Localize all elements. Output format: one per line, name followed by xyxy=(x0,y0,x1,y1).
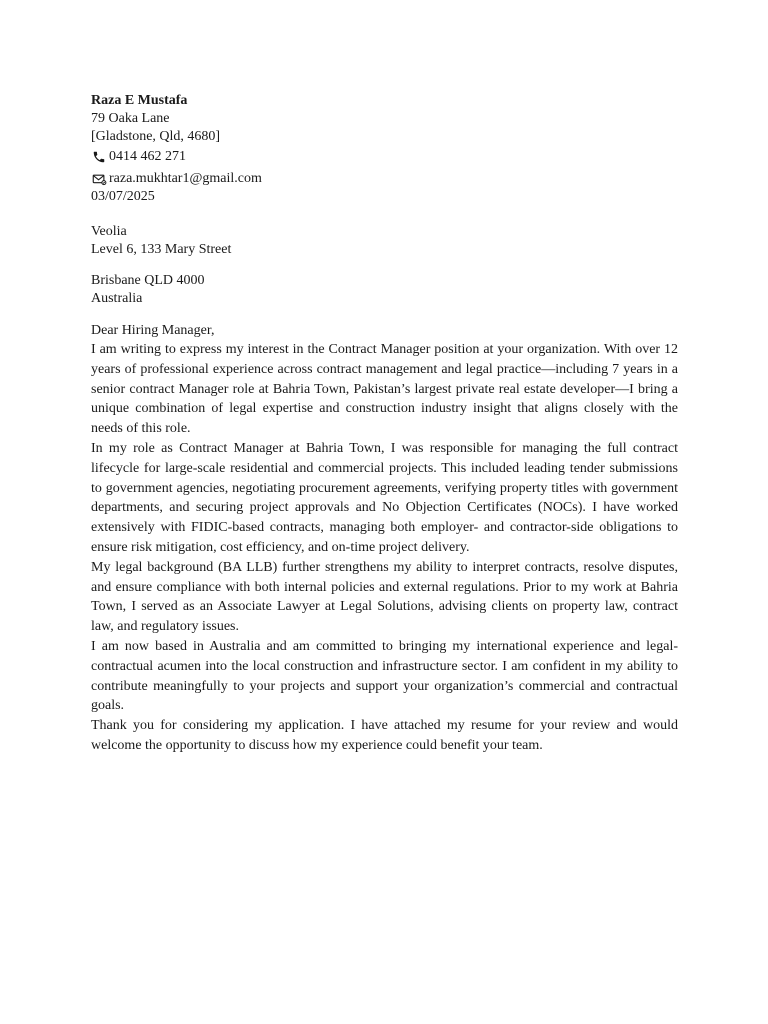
sender-city: [Gladstone, Qld, 4680] xyxy=(91,129,221,144)
body-paragraph-closing: Thank you for considering my application. I have attached my resume for your review and would welcome the opportunity to discuss how my experience could benefit your team. xyxy=(91,718,678,753)
sender-email: raza.mukhtar1@gmail.com xyxy=(109,171,262,186)
recipient-country: Australia xyxy=(91,291,143,306)
salutation: Dear Hiring Manager, xyxy=(91,323,215,338)
body-paragraph-legal-background: My legal background (BA LLB) further strengthens my ability to interpret contracts, resolve disputes, and ensure compliance with both internal policies and external regulations. Prior to my work at Bahria Town, I served as an Associate Lawyer at Legal Solutions, advising clients on property law, contract law, and regulatory issues. xyxy=(91,559,678,635)
recipient-street: Level 6, 133 Mary Street xyxy=(91,242,232,257)
sender-phone: 0414 462 271 xyxy=(109,149,186,164)
recipient-company: Veolia xyxy=(91,224,127,239)
phone-icon xyxy=(91,149,107,165)
recipient-block xyxy=(91,223,678,308)
recipient-address-continued xyxy=(91,272,678,308)
body-paragraph-australia: I am now based in Australia and am committed to bringing my international experience and legal-contractual acumen into the local construction and infrastructure sector. I am confident in my ability to contribute meaningfully to your projects and support your organization’s commercial and contractual goals. xyxy=(91,638,678,714)
letter-date: 03/07/2025 xyxy=(91,189,155,204)
sender-phone-row xyxy=(91,148,678,166)
sender-name: Raza E Mustafa xyxy=(91,93,188,108)
sender-block xyxy=(91,92,678,206)
body-paragraph-intro: I am writing to express my interest in the Contract Manager position at your organization. With over 12 years of professional experience across contract management and legal practice—including 7 years in a senior contract Manager role at Bahria Town, Pakistan’s largest private real estate developer—I bring a unique combination of legal expertise and construction industry insight that aligns closely with the needs of this role. xyxy=(91,342,678,437)
sender-street: 79 Oaka Lane xyxy=(91,111,170,126)
cover-letter xyxy=(91,92,678,756)
sender-email-row xyxy=(91,170,678,188)
recipient-city: Brisbane QLD 4000 xyxy=(91,273,205,288)
body-paragraph-experience: In my role as Contract Manager at Bahria Town, I was responsible for managing the full contract lifecycle for large-scale residential and commercial projects. This included leading tender submissions to government agencies, negotiating procurement agreements, verifying property titles with government departments, and securing project approvals and No Objection Certificates (NOCs). I have worked extensively with FIDIC-based contracts, managing both employer- and contractor-side obligations to ensure risk mitigation, cost efficiency, and on-time project delivery. xyxy=(91,440,678,555)
envelope-icon xyxy=(91,171,107,187)
